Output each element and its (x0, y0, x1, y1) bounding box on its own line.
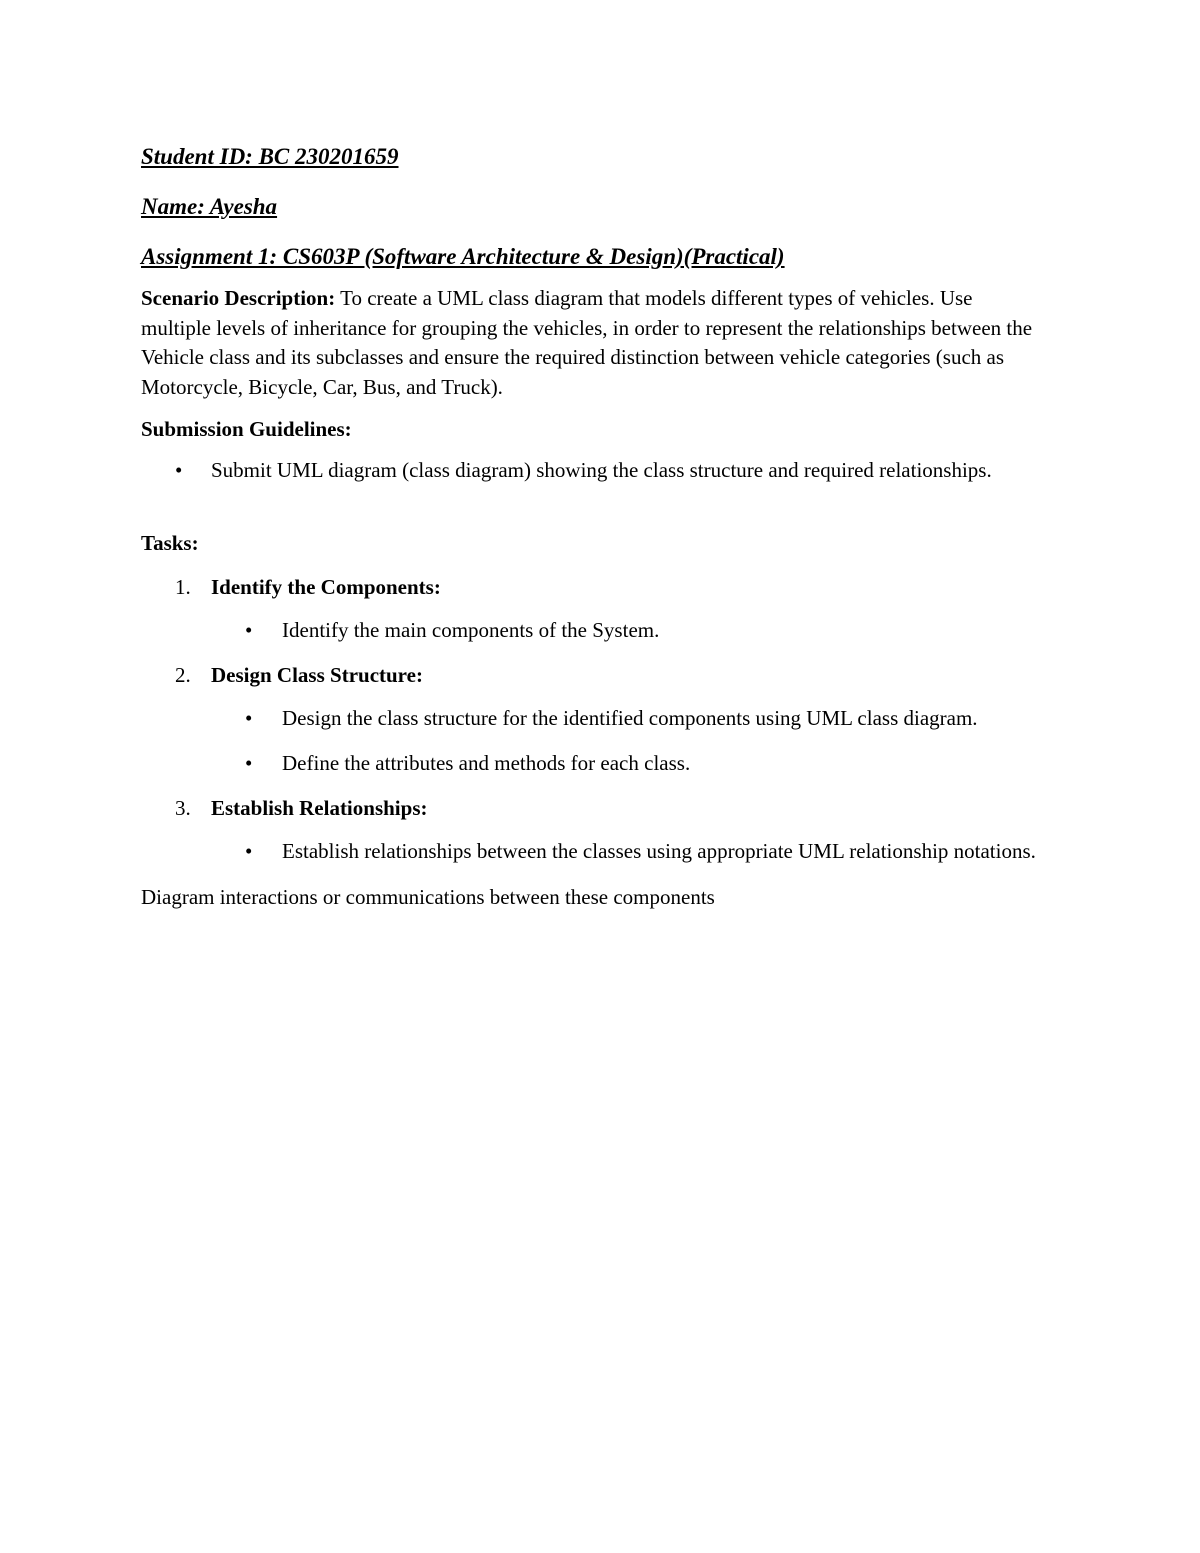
task-title (141, 660, 1041, 690)
bullet-icon: • (245, 617, 253, 642)
list-item (141, 616, 1041, 646)
student-id-heading: Student ID: BC 230201659 (141, 144, 399, 169)
submission-heading: Submission Guidelines: (141, 417, 352, 441)
task-title-text: Design Class Structure: (211, 663, 423, 687)
list-item (141, 456, 1041, 486)
task-title-text: Identify the Components: (211, 574, 441, 599)
scenario-label: Scenario Description: (141, 286, 336, 310)
list-item (141, 704, 1041, 734)
task-bullet-text: Define the attributes and methods for each class. (282, 750, 691, 775)
closing-text: Diagram interactions or communications between these components (141, 884, 715, 909)
bullet-icon: • (175, 458, 183, 482)
tasks-heading: Tasks: (141, 530, 199, 555)
document-page (141, 140, 1041, 912)
task-bullet-list (141, 704, 1041, 778)
list-item (141, 837, 1041, 867)
list-item (141, 749, 1041, 779)
submission-item-text: Submit UML diagram (class diagram) showing the class structure and required relationships. (211, 458, 992, 482)
task-number: 2. (175, 663, 191, 687)
assignment-title: Assignment 1: CS603P (Software Architecture & Design)(Practical) (141, 244, 785, 269)
scenario-paragraph (141, 284, 1041, 402)
task-bullet-text: Design the class structure for the identified components using UML class diagram. (282, 706, 978, 730)
task-title-text: Establish Relationships: (211, 796, 428, 820)
bullet-icon: • (245, 750, 253, 775)
submission-list (141, 456, 1041, 486)
task-item (141, 793, 1041, 867)
task-title (141, 572, 1041, 602)
task-number: 1. (175, 574, 191, 599)
bullet-icon: • (245, 706, 253, 730)
bullet-icon: • (245, 839, 253, 863)
task-item (141, 572, 1041, 646)
task-bullet-text: Identify the main components of the System. (282, 617, 660, 642)
task-bullet-text: Establish relationships between the classes using appropriate UML relationship notations. (282, 839, 1036, 863)
task-bullet-list (141, 837, 1041, 867)
tasks-list (141, 572, 1041, 867)
task-title (141, 793, 1041, 823)
scenario-text: To create a UML class diagram that models different types of vehicles. Use multiple levels of inheritance for grouping the vehicles, in order to represent the relationships between the Vehicle class and its subclasses and ensure the required distinction between vehicle categories (such as Motorcycle, Bicycle, Car, Bus, and Truck). (141, 286, 1033, 399)
task-item (141, 660, 1041, 778)
task-number: 3. (175, 796, 191, 820)
student-name-heading: Name: Ayesha (141, 194, 278, 219)
task-bullet-list (141, 616, 1041, 646)
